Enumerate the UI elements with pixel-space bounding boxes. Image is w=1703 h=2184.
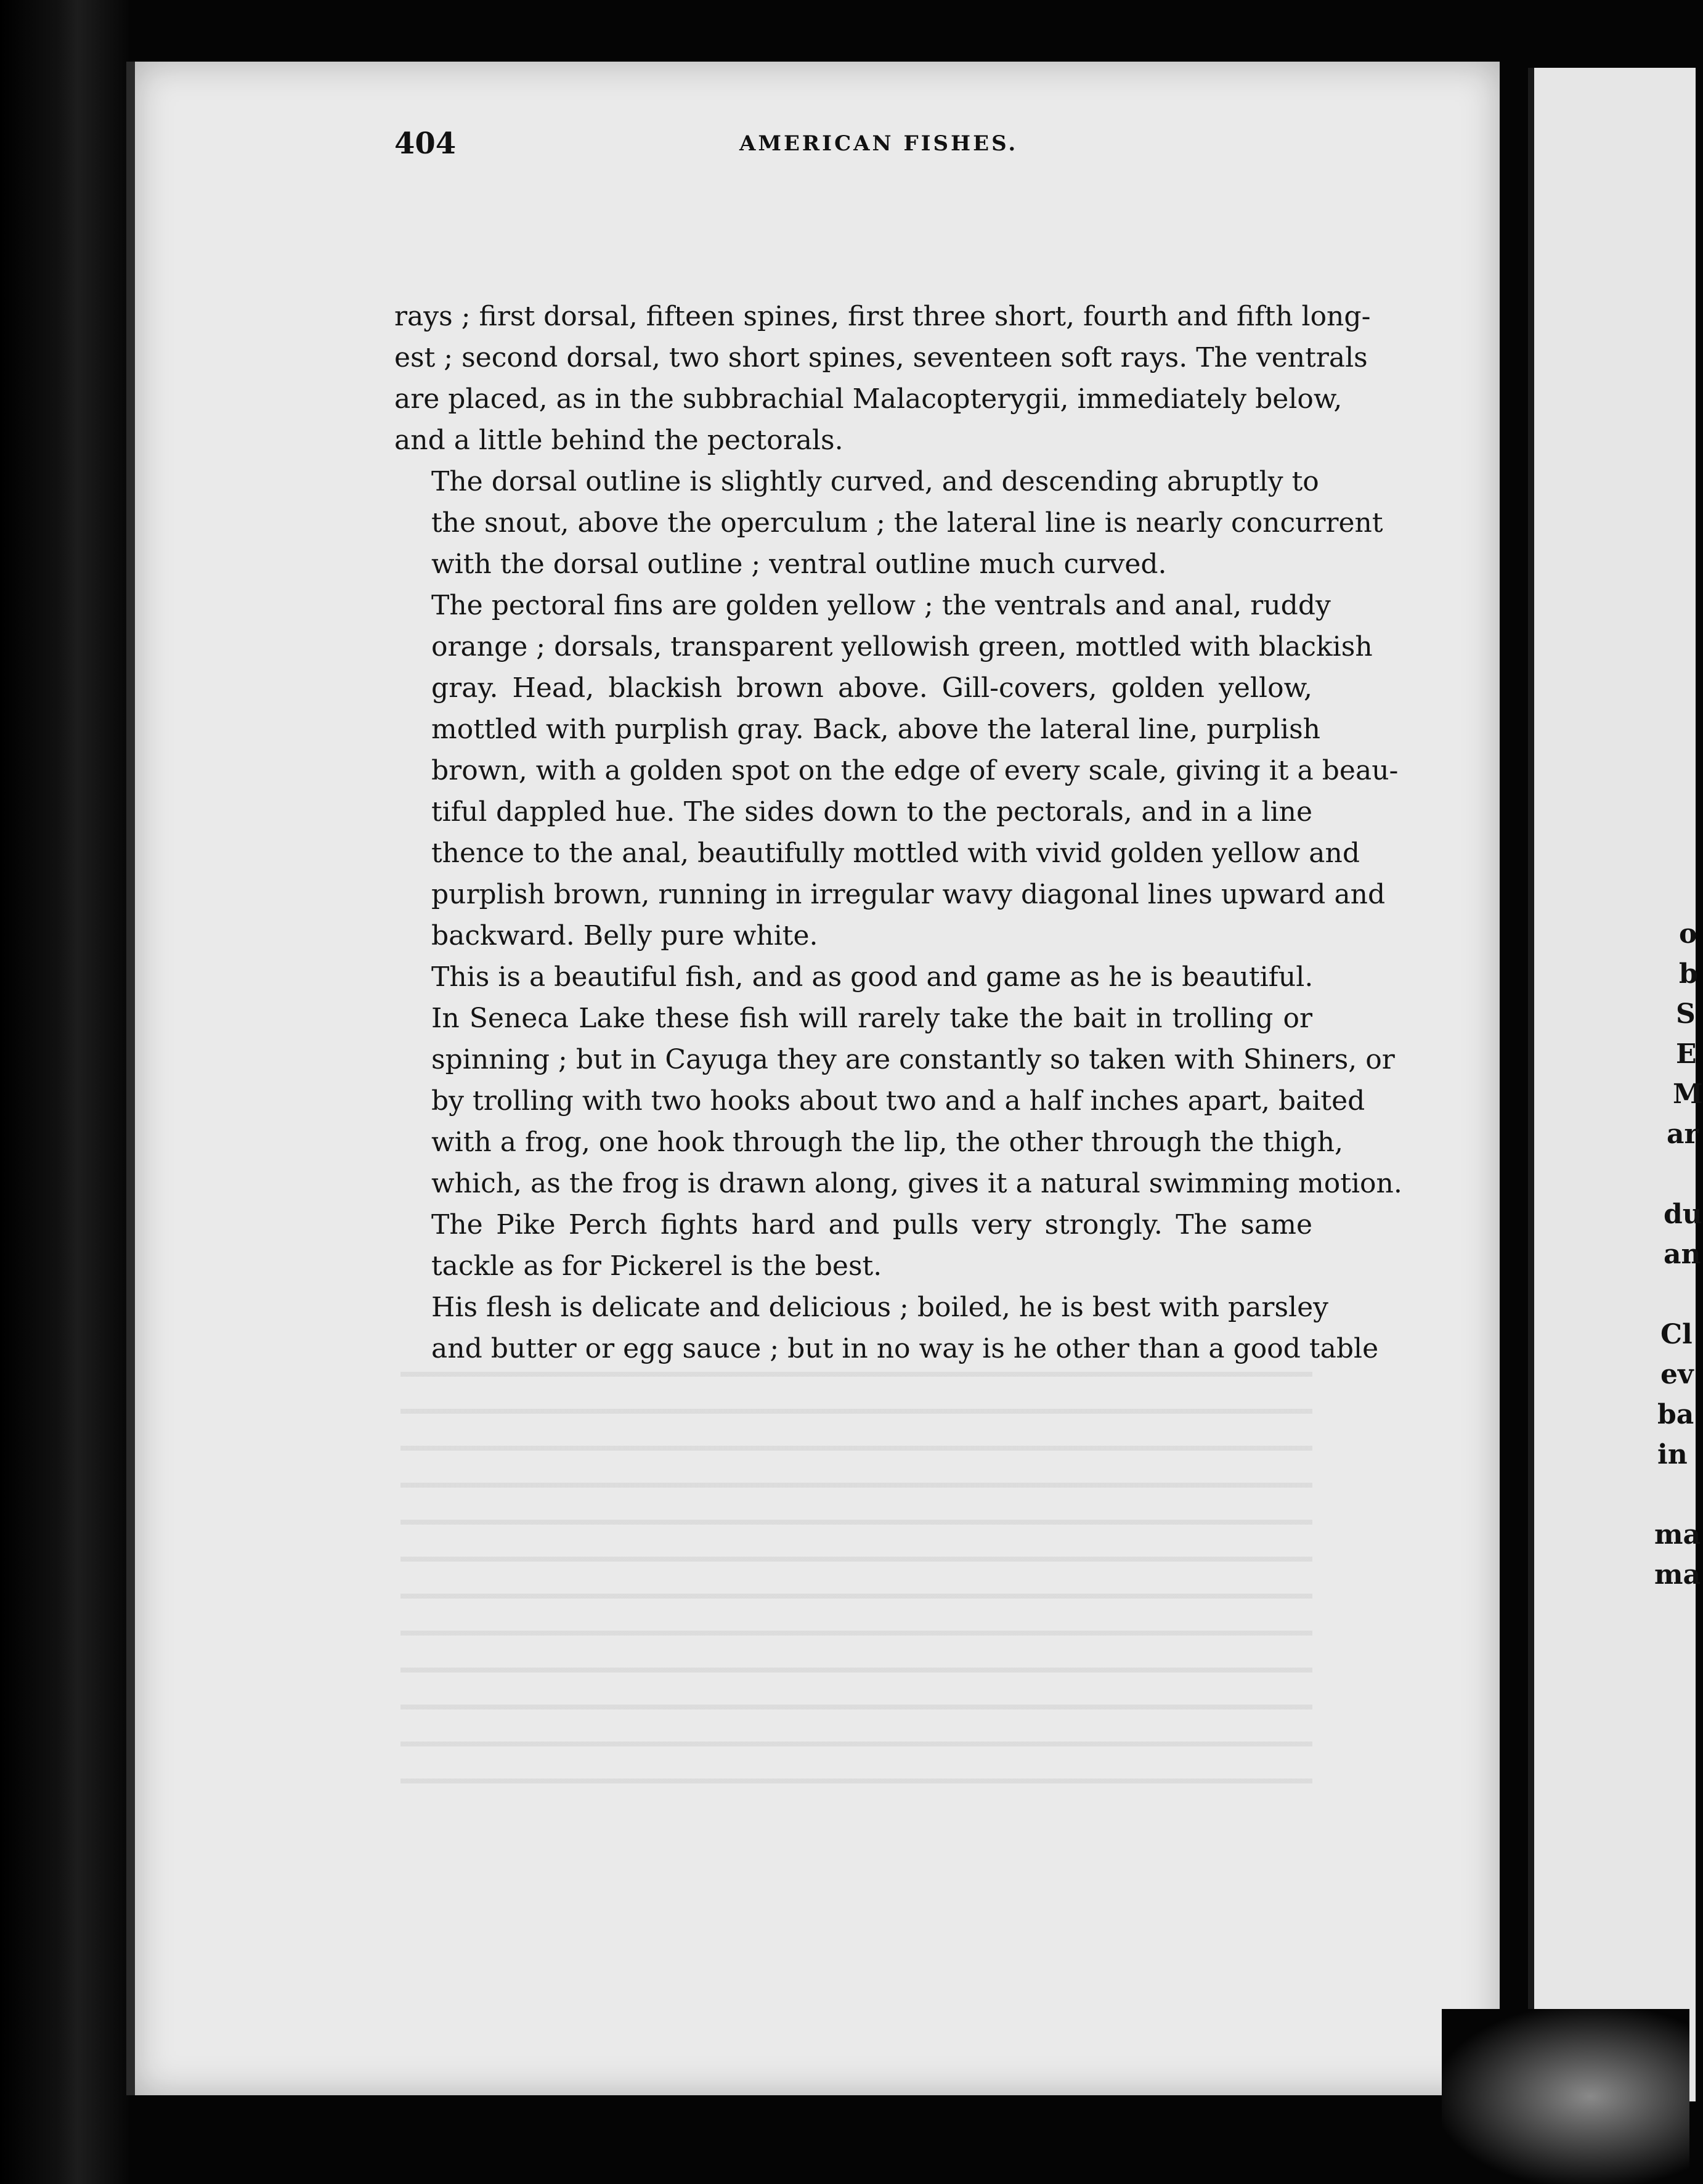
text-line: thence to the anal, beautifully mottled with vivid golden yellow and — [431, 837, 1360, 869]
text-line: orange ; dorsals, transparent yellowish green, mottled with blackish — [431, 631, 1373, 662]
paragraph — [394, 1204, 1312, 1287]
text-line: tackle as for Pickerel is the best. — [431, 1250, 882, 1282]
text-line: which, as the frog is drawn along, gives it a natural swimming motion. — [431, 1168, 1402, 1199]
facing-page-fragment: S — [1676, 998, 1696, 1030]
text-line: rays ; first dorsal, fifteen spines, first three short, fourth and fifth long- — [394, 301, 1371, 332]
text-line: by trolling with two hooks about two and a half inches apart, baited — [431, 1085, 1365, 1117]
facing-page-fragment: o — [1679, 918, 1697, 950]
page-number: 404 — [394, 126, 457, 161]
facing-page-fragment: ma — [1654, 1559, 1701, 1591]
facing-page-fragment: du — [1664, 1199, 1702, 1230]
facing-page-fragment: M — [1673, 1078, 1703, 1110]
text-line: tiful dappled hue. The sides down to the pectorals, and in a line — [431, 796, 1312, 828]
text-line: mottled with purplish gray. Back, above the lateral line, purplish — [431, 714, 1321, 745]
text-line: est ; second dorsal, two short spines, seventeen soft rays. The ventrals — [394, 342, 1368, 373]
facing-page-fragment: ar — [1667, 1118, 1699, 1150]
running-head-title: AMERICAN FISHES. — [739, 131, 1018, 156]
facing-page-fragment: Cl — [1660, 1319, 1693, 1350]
facing-page-fragment: ev — [1660, 1359, 1694, 1390]
text-line: brown, with a golden spot on the edge of every scale, giving it a beau- — [431, 755, 1399, 786]
text-line: and a little behind the pectorals. — [394, 425, 843, 456]
paragraph — [394, 461, 1383, 585]
text-line: This is a beautiful fish, and as good and game as he is beautiful. — [431, 961, 1314, 993]
facing-page-fragment: b — [1679, 958, 1698, 990]
paragraph — [394, 956, 1312, 998]
paragraph — [394, 1287, 1379, 1369]
text-line: The dorsal outline is slightly curved, and descending abruptly to — [431, 466, 1319, 497]
paragraph — [394, 998, 1402, 1204]
text-line: with the dorsal outline ; ventral outline much curved. — [431, 548, 1167, 580]
paragraph — [394, 585, 1399, 956]
facing-page-fragment: in — [1657, 1439, 1688, 1470]
scan-shadow — [1442, 2009, 1689, 2184]
text-line: His flesh is delicate and delicious ; boiled, he is best with parsley — [431, 1292, 1329, 1323]
facing-page-edge — [1528, 68, 1696, 2101]
text-line: spinning ; but in Cayuga they are constantly so taken with Shiners, or — [431, 1044, 1395, 1075]
paragraph — [394, 296, 1371, 461]
running-head — [394, 126, 1343, 176]
facing-page-fragment: ma — [1654, 1519, 1701, 1550]
text-line: and butter or egg sauce ; but in no way is he other than a good table — [431, 1333, 1379, 1364]
text-line: with a frog, one hook through the lip, the other through the thigh, — [431, 1127, 1344, 1158]
text-line: The pectoral fins are golden yellow ; the ventrals and anal, ruddy — [431, 590, 1331, 621]
text-line: In Seneca Lake these fish will rarely take the bait in trolling or — [431, 1003, 1312, 1034]
facing-page-fragment: E — [1676, 1038, 1697, 1070]
facing-page-fragment: ba — [1657, 1399, 1694, 1430]
text-line: are placed, as in the subbrachial Malacopterygii, immediately below, — [394, 383, 1343, 415]
book-spine-edge — [0, 0, 129, 2184]
page-body — [394, 296, 1402, 1369]
text-line: backward. Belly pure white. — [431, 920, 818, 951]
facing-page-fragment: an — [1664, 1239, 1701, 1270]
text-line: gray. Head, blackish brown above. Gill-covers, golden yellow, — [431, 672, 1312, 704]
bleed-through-text — [400, 1356, 1312, 1799]
text-line: the snout, above the operculum ; the lateral line is nearly concurrent — [431, 507, 1383, 539]
text-line: The Pike Perch fights hard and pulls very strongly. The same — [431, 1209, 1312, 1241]
text-line: purplish brown, running in irregular wavy diagonal lines upward and — [431, 879, 1386, 910]
